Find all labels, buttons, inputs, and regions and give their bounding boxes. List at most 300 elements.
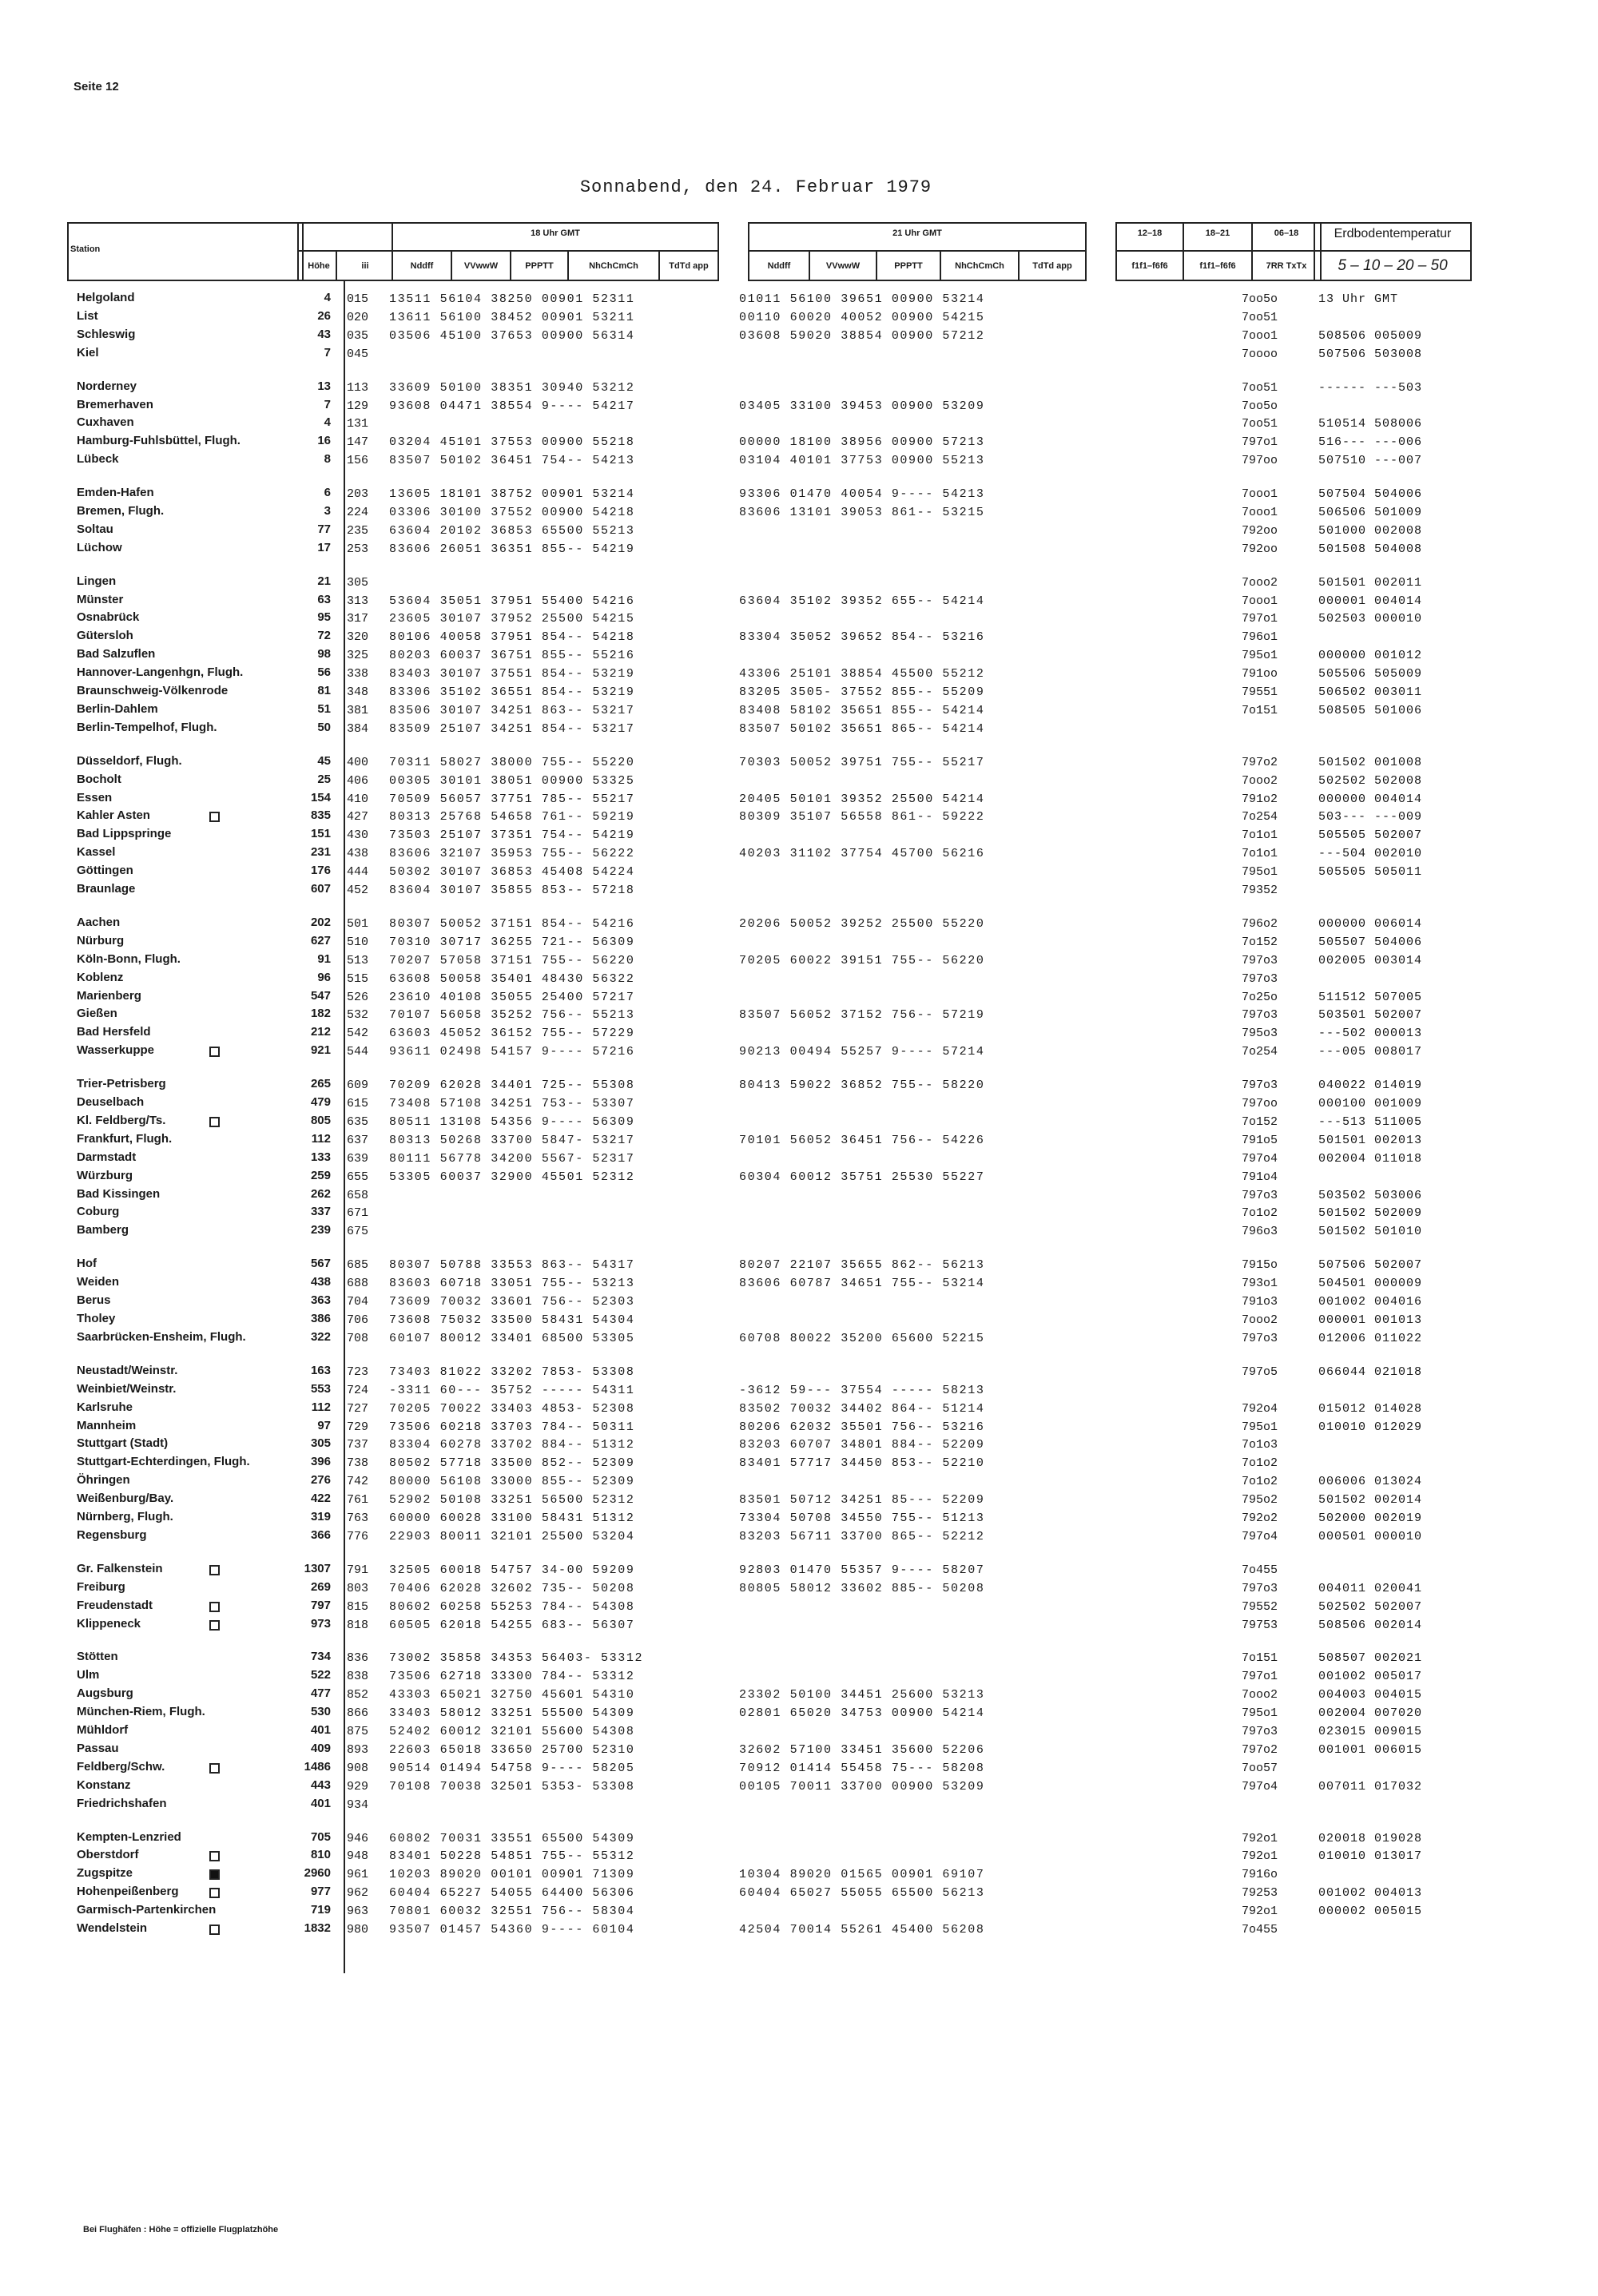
obs-21: 83606 60787 34651 755-- 53214 <box>739 1277 985 1290</box>
station-altitude: 810 <box>310 1848 331 1861</box>
precip-sun: 797o5 <box>1242 1365 1278 1379</box>
station-name: Aachen <box>77 916 121 929</box>
station-name: Darmstadt <box>77 1150 137 1164</box>
station-name: Nürnberg, Flugh. <box>77 1510 173 1523</box>
precip-sun: 797oo <box>1242 1097 1278 1110</box>
table-row <box>0 1400 1598 1418</box>
station-name: Regensburg <box>77 1528 147 1542</box>
precip-sun: 79352 <box>1242 884 1278 897</box>
station-id: 836 <box>347 1651 369 1665</box>
soil-temp: 508506 005009 <box>1318 329 1423 343</box>
table-row <box>0 1760 1598 1778</box>
station-id: 526 <box>347 991 369 1004</box>
obs-18: 73408 57108 34251 753-- 53307 <box>389 1097 635 1110</box>
obs-18: 70801 60032 32551 756-- 58304 <box>389 1905 635 1918</box>
precip-sun: 791oo <box>1242 667 1278 681</box>
station-altitude: 477 <box>310 1686 331 1700</box>
obs-18: 70209 62028 34401 725-- 55308 <box>389 1078 635 1092</box>
table-row <box>0 754 1598 772</box>
soil-temp: 001002 004013 <box>1318 1886 1423 1900</box>
obs-18: 70406 62028 32602 735-- 50208 <box>389 1582 635 1595</box>
station-altitude: 91 <box>317 952 331 966</box>
station-name: Trier-Petrisberg <box>77 1077 166 1090</box>
obs-21: 23302 50100 34451 25600 53213 <box>739 1688 985 1702</box>
obs-21: 83205 3505- 37552 855-- 55209 <box>739 685 985 699</box>
obs-18: 73506 62718 33300 784-- 53312 <box>389 1670 635 1683</box>
table-row <box>0 989 1598 1007</box>
precip-sun: 7oo51 <box>1242 311 1278 324</box>
station-name: Deuselbach <box>77 1095 145 1109</box>
station-altitude: 386 <box>310 1312 331 1325</box>
station-name: Frankfurt, Flugh. <box>77 1132 173 1146</box>
station-altitude: 72 <box>317 629 331 642</box>
precip-sun: 7oo5o <box>1242 292 1278 306</box>
station-name: Öhringen <box>77 1473 130 1487</box>
obs-18: 63603 45052 36152 755-- 57229 <box>389 1027 635 1040</box>
precip-sun: 795o1 <box>1242 1420 1278 1434</box>
station-altitude: 259 <box>310 1169 331 1182</box>
table-row <box>0 827 1598 844</box>
header-rr-2: f1f1–f6f6 <box>1199 261 1236 271</box>
precip-sun: 7o1o1 <box>1242 828 1278 842</box>
station-name: Göttingen <box>77 864 133 877</box>
header-18-pppt: PPPTT <box>525 261 554 271</box>
open-square-icon <box>209 1117 220 1127</box>
station-name: Bad Kissingen <box>77 1187 161 1201</box>
station-id: 852 <box>347 1688 369 1702</box>
station-altitude: 305 <box>310 1436 331 1450</box>
station-name: Augsburg <box>77 1686 133 1700</box>
station-altitude: 13 <box>317 379 331 393</box>
obs-21: 80309 35107 56558 861-- 59222 <box>739 810 985 824</box>
obs-18: 93608 04471 38554 9---- 54217 <box>389 399 635 413</box>
station-name: List <box>77 309 98 323</box>
station-altitude: 77 <box>317 522 331 536</box>
obs-18: 03506 45100 37653 00900 56314 <box>389 329 635 343</box>
station-altitude: 422 <box>310 1492 331 1505</box>
station-name: Hannover-Langenhgn, Flugh. <box>77 665 244 679</box>
station-altitude: 734 <box>310 1650 331 1663</box>
station-id: 815 <box>347 1600 369 1614</box>
station-id: 963 <box>347 1905 369 1918</box>
station-id: 737 <box>347 1438 369 1452</box>
station-altitude: 1486 <box>304 1760 331 1774</box>
obs-18: 60802 70031 33551 65500 54309 <box>389 1832 635 1845</box>
obs-18: 83506 30107 34251 863-- 53217 <box>389 704 635 717</box>
precip-sun: 792o1 <box>1242 1849 1278 1863</box>
obs-21: 01011 56100 39651 00900 53214 <box>739 292 985 306</box>
station-name: Münster <box>77 593 124 606</box>
obs-21: 10304 89020 01565 00901 69107 <box>739 1868 985 1881</box>
precip-sun: 7ooo1 <box>1242 329 1278 343</box>
obs-18: 73403 81022 33202 7853- 53308 <box>389 1365 635 1379</box>
station-altitude: 401 <box>310 1797 331 1810</box>
table-row <box>0 629 1598 646</box>
soil-temp: 503--- ---009 <box>1318 810 1423 824</box>
header-21-clouds: NhChCmCh <box>955 261 1004 271</box>
table-row <box>0 1492 1598 1509</box>
soil-temp: 508506 002014 <box>1318 1619 1423 1632</box>
station-id: 532 <box>347 1008 369 1022</box>
precip-sun: 79551 <box>1242 685 1278 699</box>
precip-sun: 797o1 <box>1242 435 1278 449</box>
obs-18: 80602 60258 55253 784-- 54308 <box>389 1600 635 1614</box>
soil-temp: 505506 505009 <box>1318 667 1423 681</box>
obs-21: 60708 80022 35200 65600 52215 <box>739 1332 985 1345</box>
station-altitude: 133 <box>310 1150 331 1164</box>
station-name: Osnabrück <box>77 610 140 624</box>
obs-21: 03608 59020 38854 00900 57212 <box>739 329 985 343</box>
obs-21: 83304 35052 39652 854-- 53216 <box>739 630 985 644</box>
station-id: 635 <box>347 1115 369 1129</box>
station-altitude: 63 <box>317 593 331 606</box>
station-altitude: 95 <box>317 610 331 624</box>
station-id: 908 <box>347 1762 369 1775</box>
obs-21: 83507 56052 37152 756-- 57219 <box>739 1008 985 1022</box>
station-id: 400 <box>347 756 369 769</box>
station-name: Bremen, Flugh. <box>77 504 165 518</box>
obs-21: 83203 56711 33700 865-- 52212 <box>739 1530 985 1543</box>
obs-18: 70108 70038 32501 5353- 53308 <box>389 1780 635 1794</box>
block-18-divider <box>297 250 719 252</box>
station-id: 147 <box>347 435 369 449</box>
station-name: Kl. Feldberg/Ts. <box>77 1114 166 1127</box>
station-id: 723 <box>347 1365 369 1379</box>
station-id: 452 <box>347 884 369 897</box>
precip-sun: 791o5 <box>1242 1134 1278 1147</box>
precip-sun: 792o4 <box>1242 1402 1278 1416</box>
precip-sun: 7916o <box>1242 1868 1278 1881</box>
table-row <box>0 1778 1598 1796</box>
station-name: Freiburg <box>77 1580 125 1594</box>
precip-sun: 7ooo2 <box>1242 774 1278 788</box>
table-row <box>0 504 1598 522</box>
soil-temp: 501508 504008 <box>1318 542 1423 556</box>
precip-sun: 796o2 <box>1242 917 1278 931</box>
table-row <box>0 1382 1598 1400</box>
station-altitude: 719 <box>310 1903 331 1917</box>
precip-sun: 797o2 <box>1242 756 1278 769</box>
precip-sun: 7o254 <box>1242 810 1278 824</box>
table-row <box>0 1650 1598 1667</box>
station-altitude: 98 <box>317 647 331 661</box>
station-name: Kempten-Lenzried <box>77 1830 181 1844</box>
station-altitude: 797 <box>310 1599 331 1612</box>
station-id: 129 <box>347 399 369 413</box>
table-row <box>0 1257 1598 1274</box>
station-altitude: 16 <box>317 434 331 447</box>
station-name: Freudenstadt <box>77 1599 153 1612</box>
station-id: 655 <box>347 1170 369 1184</box>
table-row <box>0 379 1598 397</box>
obs-18: 73608 75032 33500 58431 54304 <box>389 1313 635 1327</box>
station-name: Marienberg <box>77 989 141 1003</box>
obs-18: 80511 13108 54356 9---- 56309 <box>389 1115 635 1129</box>
page-number: Seite 12 <box>74 80 119 93</box>
station-id: 609 <box>347 1078 369 1092</box>
obs-18: 52402 60012 32101 55600 54308 <box>389 1725 635 1738</box>
obs-18: 60505 62018 54255 683-- 56307 <box>389 1619 635 1632</box>
obs-21: 70303 50052 39751 755-- 55217 <box>739 756 985 769</box>
station-altitude: 396 <box>310 1455 331 1468</box>
soil-temp: 13 Uhr GMT <box>1318 292 1399 306</box>
precip-sun: 79253 <box>1242 1886 1278 1900</box>
obs-18: 22903 80011 32101 25500 53204 <box>389 1530 635 1543</box>
station-altitude: 182 <box>310 1007 331 1020</box>
station-altitude: 705 <box>310 1830 331 1844</box>
soil-temp: 000501 000010 <box>1318 1530 1423 1543</box>
station-id: 639 <box>347 1152 369 1166</box>
obs-21: 20206 50052 39252 25500 55220 <box>739 917 985 931</box>
station-id: 305 <box>347 576 369 590</box>
table-row <box>0 1025 1598 1043</box>
station-name: Kassel <box>77 845 116 859</box>
station-altitude: 1307 <box>304 1562 331 1575</box>
soil-temp: ---005 008017 <box>1318 1045 1423 1059</box>
station-name: Feldberg/Schw. <box>77 1760 165 1774</box>
table-row <box>0 1528 1598 1546</box>
station-altitude: 202 <box>310 916 331 929</box>
precip-sun: 7o152 <box>1242 935 1278 949</box>
station-name: Passau <box>77 1742 119 1755</box>
soil-temp: 502000 002019 <box>1318 1511 1423 1525</box>
station-header: Station <box>70 244 101 254</box>
station-name: Norderney <box>77 379 137 393</box>
station-altitude: 43 <box>317 328 331 341</box>
table-row <box>0 1599 1598 1616</box>
soil-temp: 507510 ---007 <box>1318 454 1423 467</box>
table-row <box>0 1705 1598 1722</box>
soil-temp: 000000 006014 <box>1318 917 1423 931</box>
station-name: Konstanz <box>77 1778 131 1792</box>
station-altitude: 2960 <box>304 1866 331 1880</box>
obs-21: 83408 58102 35651 855-- 54214 <box>739 704 985 717</box>
station-id: 427 <box>347 810 369 824</box>
station-altitude: 7 <box>324 346 331 359</box>
header-21-nddff: Nddff <box>767 261 791 271</box>
station-name: Weißenburg/Bay. <box>77 1492 174 1505</box>
precip-sun: 796o3 <box>1242 1225 1278 1238</box>
obs-18: 70207 57058 37151 755-- 56220 <box>389 954 635 967</box>
soil-temp: 010010 012029 <box>1318 1420 1423 1434</box>
soil-temp: 516--- ---006 <box>1318 435 1423 449</box>
station-altitude: 4 <box>324 415 331 429</box>
station-name: Kiel <box>77 346 99 359</box>
obs-21: 83606 13101 39053 861-- 53215 <box>739 506 985 519</box>
station-id: 708 <box>347 1332 369 1345</box>
obs-18: -3311 60--- 35752 ----- 54311 <box>389 1384 635 1397</box>
table-row <box>0 346 1598 363</box>
station-name: Lübeck <box>77 452 119 466</box>
station-id: 035 <box>347 329 369 343</box>
station-id: 637 <box>347 1134 369 1147</box>
soil-temp: 507506 502007 <box>1318 1258 1423 1272</box>
station-name: Köln-Bonn, Flugh. <box>77 952 181 966</box>
station-altitude: 81 <box>317 684 331 697</box>
station-name: Lüchow <box>77 541 122 554</box>
table-row <box>0 1797 1598 1814</box>
table-row <box>0 1562 1598 1579</box>
station-id: 348 <box>347 685 369 699</box>
station-name: Berus <box>77 1293 111 1307</box>
station-name: Nürburg <box>77 934 125 947</box>
station-id: 658 <box>347 1189 369 1202</box>
obs-18: 33403 58012 33251 55500 54309 <box>389 1706 635 1720</box>
obs-21: 32602 57100 33451 35600 52206 <box>739 1743 985 1757</box>
precip-sun: 795o3 <box>1242 1027 1278 1040</box>
table-row <box>0 1885 1598 1902</box>
soil-temp: 001002 005017 <box>1318 1670 1423 1683</box>
station-altitude: 112 <box>311 1400 331 1414</box>
obs-21: 83501 50712 34251 85--- 52209 <box>739 1493 985 1507</box>
obs-18: 70205 70022 33403 4853- 52308 <box>389 1402 635 1416</box>
soil-temp: 004011 020041 <box>1318 1582 1423 1595</box>
station-id: 156 <box>347 454 369 467</box>
obs-18: 83603 60718 33051 755-- 53213 <box>389 1277 635 1290</box>
soil-temp: 066044 021018 <box>1318 1365 1423 1379</box>
station-id: 671 <box>347 1206 369 1220</box>
precip-sun: 797o3 <box>1242 1332 1278 1345</box>
obs-18: 83401 50228 54851 755-- 55312 <box>389 1849 635 1863</box>
station-id: 685 <box>347 1258 369 1272</box>
station-altitude: 51 <box>317 702 331 716</box>
station-id: 384 <box>347 722 369 736</box>
station-id: 776 <box>347 1530 369 1543</box>
station-id: 980 <box>347 1923 369 1937</box>
open-square-icon <box>209 812 220 822</box>
table-row <box>0 1132 1598 1150</box>
precip-sun: 7o1o2 <box>1242 1475 1278 1488</box>
soil-temp: 040022 014019 <box>1318 1078 1423 1092</box>
station-name: Braunlage <box>77 882 136 896</box>
header-depths: 5 – 10 – 20 – 50 <box>1338 257 1448 274</box>
station-altitude: 921 <box>310 1043 331 1057</box>
station-id: 866 <box>347 1706 369 1720</box>
obs-21: 40203 31102 37754 45700 56216 <box>739 847 985 860</box>
precip-sun: 797o3 <box>1242 1078 1278 1092</box>
obs-18: 53305 60037 32900 45501 52312 <box>389 1170 635 1184</box>
station-name: Klippeneck <box>77 1617 141 1631</box>
obs-21: 83401 57717 34450 853-- 52210 <box>739 1456 985 1470</box>
table-row <box>0 398 1598 415</box>
soil-temp: 001002 004016 <box>1318 1295 1423 1309</box>
soil-temp: 505505 505011 <box>1318 865 1423 879</box>
station-altitude: 3 <box>324 504 331 518</box>
soil-temp: ------ ---503 <box>1318 381 1423 395</box>
precip-sun: 7o455 <box>1242 1923 1278 1937</box>
station-id: 706 <box>347 1313 369 1327</box>
obs-21: 80207 22107 35655 862-- 56213 <box>739 1258 985 1272</box>
station-name: Mannheim <box>77 1419 137 1432</box>
station-id: 961 <box>347 1868 369 1881</box>
precip-sun: 7ooo2 <box>1242 1313 1278 1327</box>
precip-sun: 795o1 <box>1242 1706 1278 1720</box>
station-name: Hamburg-Fuhlsbüttel, Flugh. <box>77 434 240 447</box>
header-18-tdtd: TdTd app <box>669 261 709 271</box>
page-date-text: Sonnabend, den 24. Februar 1979 <box>579 177 932 197</box>
header-iii: iii <box>361 261 369 271</box>
soil-temp: ---504 002010 <box>1318 847 1423 860</box>
station-altitude: 607 <box>310 882 331 896</box>
station-altitude: 835 <box>310 808 331 822</box>
table-row <box>0 1921 1598 1939</box>
station-id: 893 <box>347 1743 369 1757</box>
soil-temp: ---502 000013 <box>1318 1027 1423 1040</box>
soil-temp: 000100 001009 <box>1318 1097 1423 1110</box>
table-row <box>0 665 1598 683</box>
obs-18: 83507 50102 36451 754-- 54213 <box>389 454 635 467</box>
obs-18: 60107 80012 33401 68500 53305 <box>389 1332 635 1345</box>
precip-sun: 797o4 <box>1242 1530 1278 1543</box>
table-row <box>0 882 1598 900</box>
filled-square-icon <box>209 1869 220 1880</box>
obs-18: 93507 01457 54360 9---- 60104 <box>389 1923 635 1937</box>
station-id: 675 <box>347 1225 369 1238</box>
station-id: 501 <box>347 917 369 931</box>
table-row <box>0 328 1598 345</box>
header-18-21: 18–21 <box>1205 228 1230 238</box>
obs-18: 73503 25107 37351 754-- 54219 <box>389 828 635 842</box>
table-row <box>0 1007 1598 1024</box>
precip-sun: 7ooo1 <box>1242 594 1278 608</box>
station-id: 438 <box>347 847 369 860</box>
obs-21: 90213 00494 55257 9---- 57214 <box>739 1045 985 1059</box>
table-row <box>0 1223 1598 1241</box>
soil-temp: 508505 501006 <box>1318 704 1423 717</box>
station-altitude: 239 <box>310 1223 331 1237</box>
station-id: 203 <box>347 487 369 501</box>
soil-temp: 502503 000010 <box>1318 612 1423 626</box>
header-21-uhr: 21 Uhr GMT <box>892 228 942 238</box>
soil-temp: 000000 001012 <box>1318 649 1423 662</box>
table-row <box>0 541 1598 558</box>
obs-18: 13605 18101 38752 00901 53214 <box>389 487 635 501</box>
table-row <box>0 1419 1598 1436</box>
station-name: Karlsruhe <box>77 1400 133 1414</box>
station-id: 803 <box>347 1582 369 1595</box>
station-id: 763 <box>347 1511 369 1525</box>
obs-18: 70310 30717 36255 721-- 56309 <box>389 935 635 949</box>
precip-sun: 797o4 <box>1242 1780 1278 1794</box>
header-erdboden: Erdbodentemperatur <box>1334 227 1452 240</box>
open-square-icon <box>209 1565 220 1575</box>
table-row <box>0 864 1598 881</box>
soil-temp: 010010 013017 <box>1318 1849 1423 1863</box>
table-row <box>0 1312 1598 1329</box>
table-row <box>0 1723 1598 1741</box>
station-altitude: 522 <box>310 1668 331 1682</box>
station-name: Bad Lippspringe <box>77 827 172 840</box>
station-altitude: 151 <box>310 827 331 840</box>
station-altitude: 553 <box>310 1382 331 1396</box>
soil-temp: 511512 507005 <box>1318 991 1423 1004</box>
station-name: Helgoland <box>77 291 135 304</box>
obs-18: 93611 02498 54157 9---- 57216 <box>389 1045 635 1059</box>
col-divider <box>392 222 393 280</box>
station-name: Berlin-Tempelhof, Flugh. <box>77 721 217 734</box>
station-altitude: 56 <box>317 665 331 679</box>
obs-18: 83403 30107 37551 854-- 53219 <box>389 667 635 681</box>
precip-sun: 797o4 <box>1242 1152 1278 1166</box>
precip-sun: 797o1 <box>1242 1670 1278 1683</box>
station-name: Berlin-Dahlem <box>77 702 158 716</box>
station-name: Düsseldorf, Flugh. <box>77 754 182 768</box>
precip-sun: 7o1o2 <box>1242 1206 1278 1220</box>
station-name: Stuttgart-Echterdingen, Flugh. <box>77 1455 250 1468</box>
obs-18: 73609 70032 33601 756-- 52303 <box>389 1295 635 1309</box>
station-id: 934 <box>347 1798 369 1812</box>
table-row <box>0 1742 1598 1759</box>
